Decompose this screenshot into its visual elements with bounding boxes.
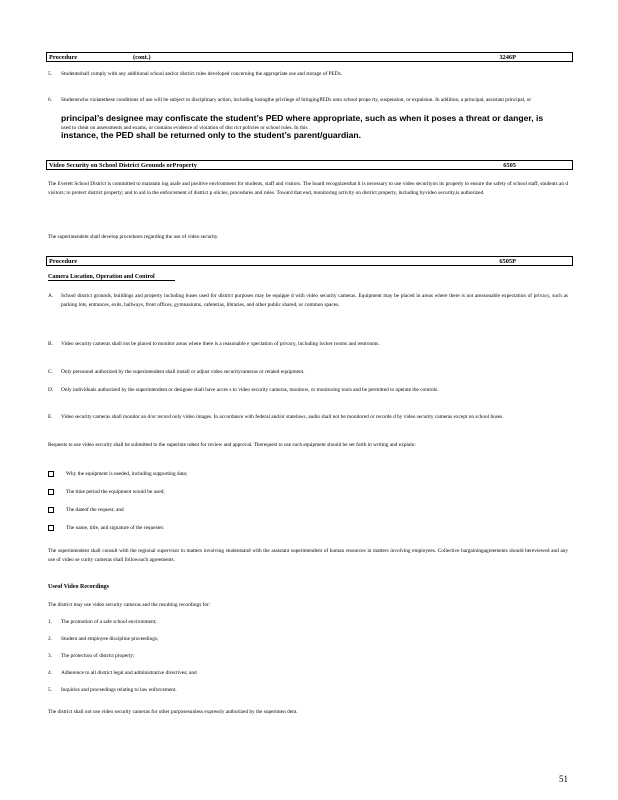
- checkbox-square-icon: [48, 471, 54, 477]
- use-of-closing: The district shall not use video security cameras for other purposesunless expressly authorized by the superinten dent.: [48, 709, 298, 715]
- use-item-3: 3. The protection of district property;: [48, 653, 135, 659]
- procedure-header-3246p: [46, 52, 573, 62]
- header-code: 6505: [503, 162, 516, 169]
- camera-item-b: B. Video security cameras shall not be placed to monitor areas where there is a reasonable e xpectation of privacy, including locker rooms and restrooms.: [48, 341, 380, 347]
- use-of-intro: The district may use video security cameras and the resulting recordings for:: [48, 602, 211, 608]
- consult-paragraph: The superintendent shall consult with the regional supervisor in matters involving studentsand with the assistant superintendent of human resources in matters involving employees. Collective bargainingagreements should bereviewed and any use of video se curity cameras shall followsuch agreements.: [48, 548, 568, 563]
- camera-item-c: C. Only personnel authorized by the superintendent shall install or adjust video securitycameras or related equipment.: [48, 369, 305, 375]
- request-bullet: The time period the equipment would be used;: [48, 489, 165, 495]
- request-bullet: The dateof the request; and: [48, 507, 124, 513]
- checkbox-square-icon: [48, 507, 54, 513]
- item-6-line2: principal’s designee may confiscate the student’s PED where appropriate, such as when it poses a threat or danger, is: [61, 113, 544, 123]
- camera-item-d: D. Only individuals authorized by the superintendent or designee shall have acces s to video security cameras, monitors, or monitoring tools and be permitted to operate the controls.: [48, 387, 439, 393]
- item-6-line3: used to cheat on assessments and exams, or contains evidence of violation of dist rict policies or school rules. In this: [61, 125, 308, 131]
- camera-item-a: A. School district grounds, buildings and property including buses used for district purposes may be equippe d with video security cameras. Equipment may be placed in areas where there is not areasonable expectation of privacy, such as parking lots, entrances, exits, hallways, front offices, gymnasiums, cafeterias, libraries, and other public shared, or common spaces.: [48, 293, 568, 308]
- use-item-5: 5. Inquiries and proceedings relating to law enforcement.: [48, 687, 177, 693]
- request-bullet: The name, title, and signature of the requester.: [48, 525, 164, 531]
- item-6-line1: Studentswho violatethese conditions of use will be subject to disciplinary action, including losingthe privilege of bringingPEDs onto school prope rty, suspension, or expulsion. In addition, a principal, assistant principal, or: [61, 97, 532, 103]
- item-6: 6. Studentswho violatethese conditions of use will be subject to disciplinary action, including losingthe privilege of bringingPEDs onto school prope rty, suspension, or expulsion. In addition, a principal, assistant principal, or: [48, 97, 532, 103]
- item-5-text: Studentsshall comply with any additional school and/or district rules developed concerning the appropriate use and storage of PEDs.: [61, 71, 342, 77]
- header-code: 3246P: [499, 54, 516, 61]
- use-item-4: 4. Adherence to all district legal and administrative directives; and: [48, 670, 197, 676]
- camera-item-e: E. Video security cameras shall monitor an d/or record only video images. In accordance with federal and/or statelaws, audio shall not be monitored or recorde d by video security cameras except on school buses.: [48, 414, 504, 420]
- request-bullet: Why the equipment is needed, including supporting data;: [48, 471, 187, 477]
- page-number: 51: [559, 774, 568, 784]
- header-code: 6505P: [499, 258, 516, 265]
- header-label: Procedure: [49, 258, 78, 265]
- item-5: 5. Studentsshall comply with any additional school and/or district rules developed concerning the appropriate use and storage of PEDs.: [48, 71, 342, 77]
- header-label: Procedure: [49, 54, 78, 61]
- checkbox-square-icon: [48, 489, 54, 495]
- checkbox-square-icon: [48, 525, 54, 531]
- header-cont: (cont.): [133, 54, 151, 61]
- policy-header-6505: [46, 160, 573, 170]
- camera-heading: Camera Location, Operation and Control: [48, 274, 175, 281]
- requests-paragraph: Requests to use video security shall be submitted to the superinte ndent for review and approval. Therequest to use such equipment should be set forth in writing and explain:: [48, 442, 416, 448]
- header-title: Video Security on School District Grounds orProperty: [49, 162, 197, 169]
- policy-paragraph-1: The Everett School District is committed to maintain ing asafe and positive environment for students, staff and visitors. The board recognizesthat it is necessary to use video securityon its property to ensure the safety of school staff, students an d visitors; to protect district property; and to aid in the enforcement of district p olicies, procedures and rules. Toward that end, monitoring activity on district property, including byvideo security,is authorized.: [48, 181, 568, 196]
- policy-paragraph-2: The superintendent shall develop procedures regarding the use of video security.: [48, 234, 219, 240]
- use-item-1: 1. The promotion of a safe school environment;: [48, 619, 157, 625]
- use-item-2: 2. Student and employee discipline proceedings;: [48, 636, 159, 642]
- procedure-header-6505p: [46, 256, 573, 266]
- use-of-recordings-heading: Useof Video Recordings: [48, 584, 109, 590]
- item-6-line4: instance, the PED shall be returned only to the student’s parent/guardian.: [61, 130, 362, 140]
